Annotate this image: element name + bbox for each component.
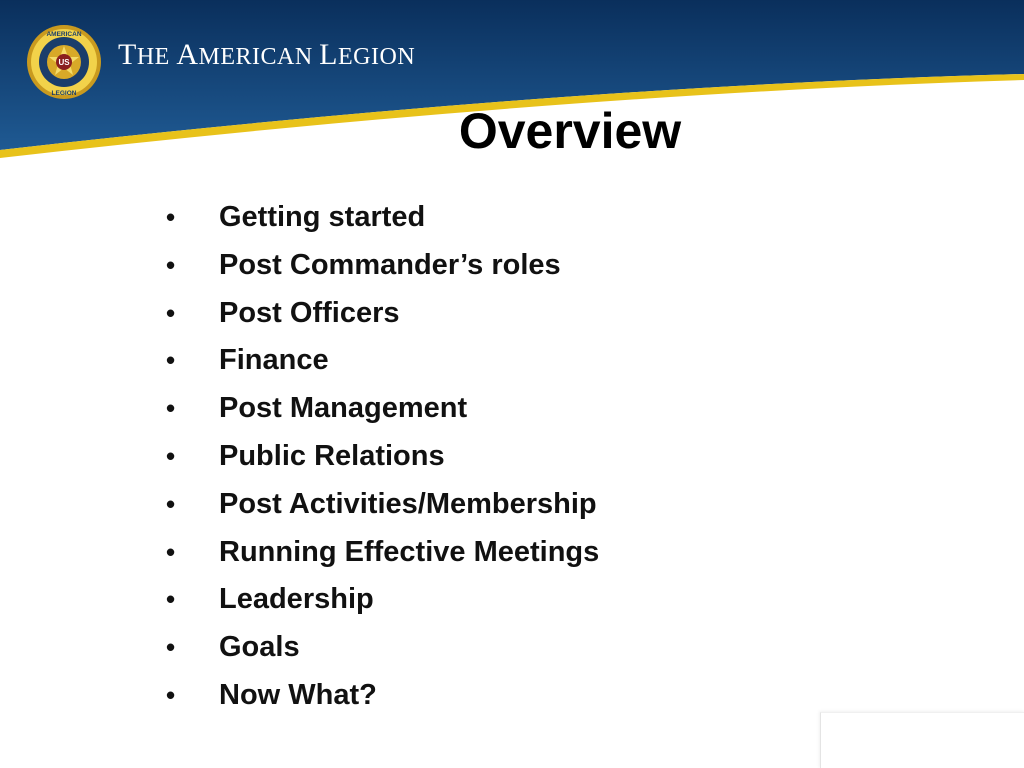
american-legion-emblem-icon bbox=[26, 24, 102, 100]
bullet-glyph: • bbox=[166, 632, 176, 663]
bullet-glyph: • bbox=[166, 393, 176, 424]
bullet-text: Finance bbox=[219, 344, 329, 377]
bullet-text: Post Officers bbox=[219, 296, 400, 329]
bullet-text: Leadership bbox=[219, 583, 374, 616]
bullet-glyph: • bbox=[166, 297, 176, 328]
bullet-glyph: • bbox=[166, 679, 176, 710]
bullet-text: Goals bbox=[219, 631, 300, 664]
bullet-glyph: • bbox=[166, 202, 176, 232]
bullet-text: Post Activities/Membership bbox=[219, 487, 597, 520]
emblem-center-text: US bbox=[58, 58, 70, 67]
bullet-glyph: • bbox=[166, 249, 176, 280]
bullet-glyph: • bbox=[166, 345, 176, 376]
bullet-glyph: • bbox=[166, 584, 176, 615]
emblem-bottom-text: LEGION bbox=[51, 90, 77, 97]
bullet-text: Getting started bbox=[219, 201, 426, 233]
emblem-top-text: AMERICAN bbox=[46, 31, 82, 38]
bullet-glyph: • bbox=[166, 488, 176, 519]
slide-title: Overview bbox=[458, 103, 682, 159]
corner-placeholder-box bbox=[820, 712, 1024, 768]
org-name-initial-3: L bbox=[319, 38, 338, 71]
bullet-text: Running Effective Meetings bbox=[219, 535, 600, 568]
bullet-glyph: • bbox=[166, 440, 176, 471]
bullet-text: Now What? bbox=[219, 678, 377, 711]
org-name-part-1: HE bbox=[136, 44, 177, 70]
bullet-text: Public Relations bbox=[219, 439, 445, 472]
bullet-glyph: • bbox=[166, 536, 176, 567]
org-name-initial-2: A bbox=[176, 38, 199, 71]
org-name-part-2: MERICAN bbox=[198, 44, 320, 70]
org-name-initial-1: T bbox=[118, 38, 137, 71]
organization-name bbox=[118, 40, 415, 70]
bullet-text: Post Commander’s roles bbox=[219, 248, 561, 281]
bullet-text: Post Management bbox=[219, 392, 468, 425]
org-name-part-3: EGION bbox=[338, 44, 416, 70]
